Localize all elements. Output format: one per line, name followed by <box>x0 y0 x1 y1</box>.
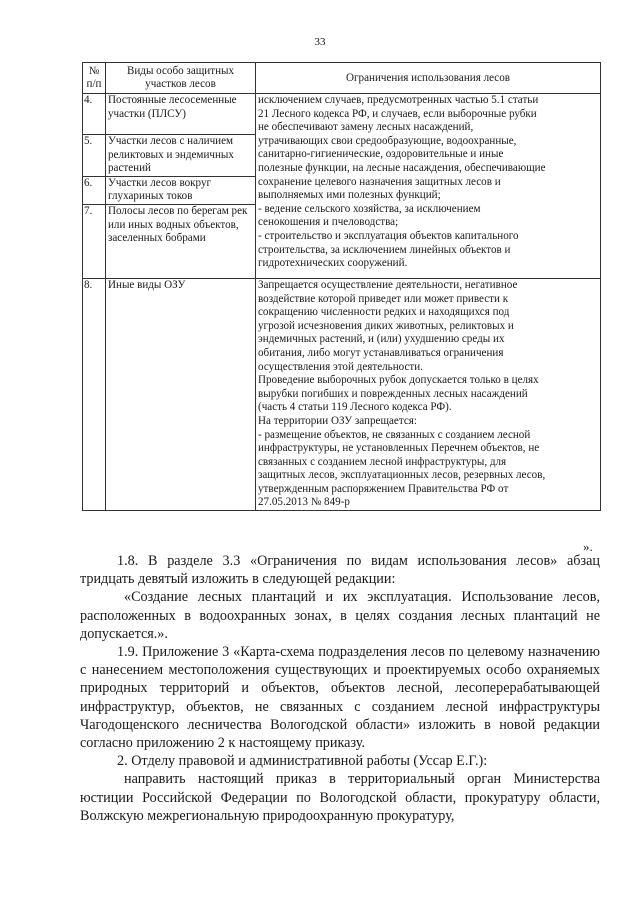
paragraph-direct: направить настоящий приказ в территориальный орган Министерства юстиции Российской Федерации по Вологодской области, прокуратуру области, Волжскую межрегиональную природоохранную прокуратуру, <box>80 771 600 824</box>
paragraph-1-9: 1.9. Приложение 3 «Карта-схема подразделения лесов по целевому назначению с нанесением местоположения существующих и проектируемых особо охраняемых природных территорий и объектов, объектов лесной, лесоперерабатывающей инфраструктур, объектов, не связанных с созданием лесной инфраструктуры Чагодощенского лесничества Вологодской области» изложить в новой редакции согласно приложению 2 к настоящему приказу. <box>80 644 600 752</box>
restriction-line: осуществления этой деятельности. <box>258 360 423 373</box>
table-row <box>83 94 601 135</box>
paragraph-2: 2. Отделу правовой и административной работы (Уссар Е.Г.): <box>117 753 488 770</box>
restriction-line: утрачивающих свои средообразующие, водоохранные, <box>258 134 517 147</box>
restriction-line: - ведение сельского хозяйства, за исключением <box>258 202 481 215</box>
restriction-line: исключением случаев, предусмотренных частью 5.1 статьи <box>258 94 539 106</box>
paragraph-quote: «Создание лесных плантаций и их эксплуатация. Использование лесов, расположенных в водоохранных зонах, в целях создания лесных плантаций не допускается.». <box>80 589 600 642</box>
restriction-line: связанных с созданием лесной инфраструктуры, для <box>258 455 507 468</box>
restriction-line: вырубки погибших и поврежденных лесных насаждений <box>258 387 528 400</box>
document-body <box>80 552 600 825</box>
table-header-row <box>83 63 601 94</box>
restrictions-cell <box>256 94 601 279</box>
restriction-line: обитания, либо могут устанавливаться ограничения <box>258 346 504 359</box>
restriction-line: выполняемых ими полезных функций; <box>258 189 441 202</box>
restriction-line: гидротехнических сооружений. <box>258 257 408 270</box>
paragraph-1-8: 1.8. В разделе 3.3 «Ограничения по видам использования лесов» абзац тридцать девятый изложить в следующей редакции: <box>80 553 600 588</box>
header-num: № п/п <box>83 63 106 94</box>
page-number: 33 <box>314 36 326 48</box>
row-num: 7. <box>83 204 106 278</box>
header-type: Виды особо защитных участков лесов <box>106 63 256 94</box>
restriction-line: угрозой исчезновения диких животных, реликтовых и <box>258 319 514 332</box>
restriction-line: сохранение целевого назначения защитных лесов и <box>258 175 501 188</box>
restriction-line: защитных лесов, эксплуатационных лесов, резервных лесов, <box>258 469 546 482</box>
restriction-line: не обеспечивают замену лесных насаждений, <box>258 121 474 134</box>
restriction-line: 27.05.2013 № 849-р <box>258 496 350 509</box>
restriction-line: Проведение выборочных рубок допускается только в целях <box>258 374 539 387</box>
restriction-line: - размещение объектов, не связанных с созданием лесной <box>258 428 531 441</box>
restriction-line: утвержденным распоряжением Правительства РФ от <box>258 482 509 495</box>
restriction-line: - строительство и эксплуатация объектов капитального <box>258 229 519 242</box>
row-num: 5. <box>83 135 106 177</box>
forest-restrictions-table <box>82 62 601 511</box>
table-row <box>83 278 601 510</box>
header-restrictions: Ограничения использования лесов <box>256 63 601 94</box>
closing-quote: ». <box>583 539 593 554</box>
restriction-line: На территории ОЗУ запрещается: <box>258 414 417 427</box>
restriction-line: (часть 4 статьи 119 Лесного кодекса РФ). <box>258 401 452 414</box>
row-num: 8. <box>83 278 106 510</box>
restriction-line: эндемичных растений, и (или) ухудшению среды их <box>258 333 505 346</box>
row-type: Участки лесов с наличием реликтовых и эндемичных растений <box>106 135 256 177</box>
restriction-line: полезные функции, на лесные насаждения, обеспечивающие <box>258 161 546 174</box>
row-num: 4. <box>83 94 106 135</box>
row-type: Полосы лесов по берегам рек или иных водных объектов, заселенных бобрами <box>106 204 256 278</box>
row-num: 6. <box>83 176 106 204</box>
restriction-line: Запрещается осуществление деятельности, негативное <box>258 278 518 291</box>
restrictions-cell <box>256 278 601 510</box>
row-type: Участки лесов вокруг глухариных токов <box>106 176 256 204</box>
restriction-line: сенокошения и пчеловодства; <box>258 216 399 229</box>
restriction-line: 21 Лесного кодекса РФ, и случаев, если выборочные рубки <box>258 107 537 120</box>
restriction-line: строительства, за исключением линейных объектов и <box>258 243 511 256</box>
restriction-line: инфраструктуры, не установленных Перечнем объектов, не <box>258 442 540 455</box>
restriction-line: сокращению численности редких и находящихся под <box>258 306 510 319</box>
restriction-line: санитарно-гигиенические, оздоровительные и иные <box>258 148 504 161</box>
row-type: Постоянные лесосеменные участки (ПЛСУ) <box>106 94 256 135</box>
row-type: Иные виды ОЗУ <box>106 278 256 510</box>
restriction-line: воздействие которой приведет или может привести к <box>258 292 509 305</box>
